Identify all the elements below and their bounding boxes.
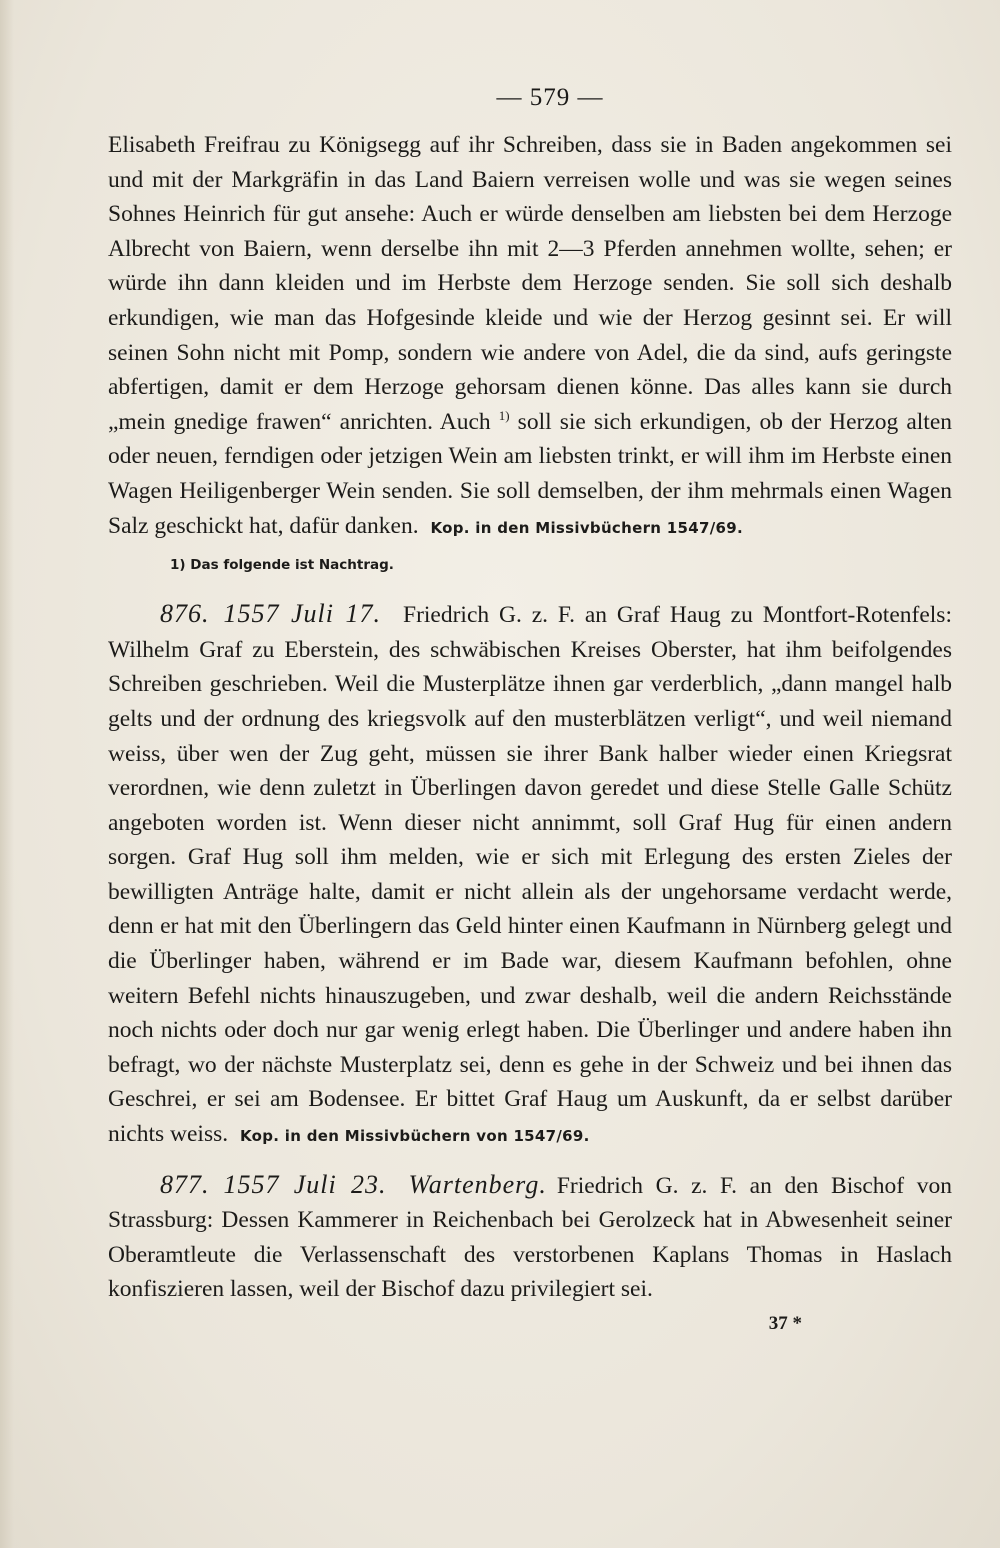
footnote: 1) Das folgende ist Nachtrag.: [170, 557, 394, 574]
entry-877: [108, 1168, 952, 1307]
continuation-text: Elisabeth Freifrau zu Königsegg auf ihr Schreiben, dass sie in Baden angekommen sei und mit der Markgräfin in das Land Baiern verreisen wolle und was sie wegen seines Sohnes Heinrich für gut ansehe: Auch er würde denselben am liebsten bei dem Herzoge Albrecht von Baiern, wenn derselbe ihn mit 2—3 Pferden annehmen wollte, sehen; er würde ihn dann kleiden und im Herbste dem Herzoge senden. Sie soll sich deshalb erkundigen, wie man das Hofgesinde kleide und wie der Herzog gesinnt sei. Er will seinen Sohn nicht mit Pomp, sondern wie andere von Adel, die da sind, aufs geringste abfertigen, damit er dem Herzoge gehorsam dienen könne. Das alles kann sie durch „mein gnedige frawen“ anrichten. Auch: [108, 132, 952, 435]
entry-number: 877.: [160, 1169, 210, 1199]
signature-mark: 37 *: [768, 1313, 802, 1334]
entry-text: Friedrich G. z. F. an Graf Haug zu Montfort-Rotenfels: Wilhelm Graf zu Eberstein, des schwäbischen Kreises Oberster, hat ihm beifolgendes Schreiben geschrieben. Weil die Musterplätze ihnen gar verderblich, „dann mangel halb gelts und der ordnung des kriegsvolk auf den musterblätzen verligt“, und weil niemand weiss, über wen der Zug geht, müssen sie ihrer Bank halber wieder einen Kriegsrat verordnen, wie denn zuletzt in Überlingen davon geredet und diese Stelle Galle Schütz angeboten worden ist. Wenn dieser nicht annimmt, soll Graf Hug für einen andern sorgen. Graf Hug soll ihm melden, wie er sich mit Erlegung des ersten Zieles der bewilligten Anträge halte, damit er nicht allein als der ungehorsame verdacht werde, denn er hat mit den Überlingern das Geld hinter einen Kaufmann in Nürnberg gelegt und die Überlinger haben, während er im Bade war, diesem Kaufmann befohlen, ohne weitern Befehl nichts hinauszugeben, und zwar deshalb, weil die andern Reichsstände noch nichts oder doch nur gar wenig erlegt haben. Die Überlinger und andere haben ihn befragt, wo der nächste Musterplatz sei, denn es gehe in der Schweiz und bei ihnen das Geschrei, er sei am Bodensee. Er bittet Graf Haug um Auskunft, da er selbst darüber nichts weiss.: [108, 602, 952, 1148]
footnote-reference: 1): [498, 407, 510, 423]
entry-number: 876.: [160, 599, 210, 629]
source-citation: Kop. in den Missivbüchern 1547/69.: [430, 518, 743, 537]
entry-date: 1557 Juli 17.: [223, 599, 381, 629]
entry-876: [108, 597, 952, 1154]
continuation-text-after: soll sie sich erkundigen, ob der Herzog alten oder neuen, ferndigen oder jetzigen Wein am liebsten trinkt, er will ihm im Herbste einen Wagen Heiligenberger Wein senden. Sie soll demselben, der ihm mehrmals einen Wagen Salz geschickt hat, dafür danken.: [108, 408, 953, 539]
entry-place: Wartenberg.: [408, 1169, 547, 1199]
continuation-paragraph: [108, 128, 952, 545]
source-citation: Kop. in den Missivbüchern von 1547/69.: [239, 1127, 590, 1146]
page-number: — 579 —: [496, 84, 604, 111]
entry-text: Friedrich G. z. F. an den Bischof von Strassburg: Dessen Kammerer in Reichenbach bei Gerolzeck hat in Abwesenheit seiner Oberamtleute die Verlassenschaft des verstorbenen Kaplans Thomas in Haslach konfiszieren lassen, weil der Bischof dazu privilegiert sei.: [108, 1172, 952, 1303]
entry-date: 1557 Juli 23.: [223, 1169, 387, 1199]
